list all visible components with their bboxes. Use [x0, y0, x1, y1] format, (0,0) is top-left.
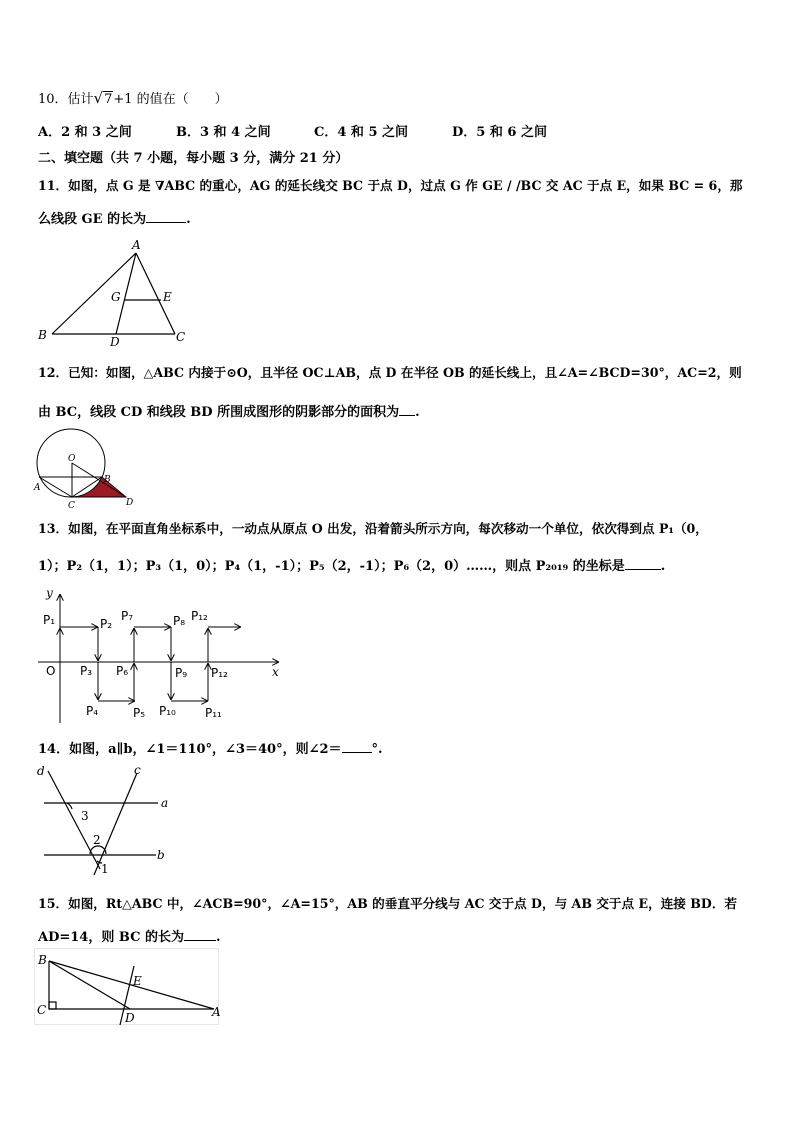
label-p11: P₁₁	[205, 706, 222, 720]
q15-line2-text: AD=14，则 BC 的长为	[38, 930, 184, 945]
q15-line1: 15．如图，Rt△ABC 中，∠ACB=90°，∠A=15°，AB 的垂直平分线与 AC 交于点 D，与 AB 交于点 E，连接 BD．若	[38, 896, 738, 911]
q11-figure	[30, 238, 200, 348]
label-a: A	[132, 238, 141, 252]
label-d: d	[37, 764, 45, 778]
q13-line1: 13．如图，在平面直角坐标系中，一动点从原点 O 出发，沿着箭头所示方向，每次移动一个单位，依次得到点 P₁（0，	[38, 521, 708, 536]
label-c: c	[134, 763, 141, 777]
label-a: A	[34, 483, 41, 493]
q13-line2-end: .	[660, 559, 666, 574]
label-p5: P₅	[133, 706, 146, 720]
label-p1: P₁	[43, 613, 56, 627]
q12-line2-end: .	[415, 405, 420, 420]
label-b: B	[104, 475, 111, 485]
label-p4: P₄	[86, 704, 99, 718]
q13-line2-text: 1）；P₂（1，1）；P₃（1，0）；P₄（1，-1）；P₅（2，-1）；P₆（2，0）……，则点 P₂₀₁₉ 的坐标是	[38, 559, 625, 574]
q11-line2-text: 么线段 GE 的长为	[38, 212, 147, 227]
q14-line1-text: 14．如图，a∥b，∠1＝110°，∠3＝40°，则∠2＝	[38, 742, 342, 757]
section-title: 二、填空题（共 7 小题，每小题 3 分，满分 21 分）	[38, 151, 349, 166]
label-e: E	[163, 290, 172, 304]
q12-figure	[34, 428, 144, 513]
q10-stem-prefix: 10．估计	[38, 92, 94, 107]
label-e: E	[133, 974, 142, 988]
q14-figure	[34, 763, 174, 883]
q12-line2-text: 由 BC，线段 CD 和线段 BD 所围成图形的阴影部分的面积为	[38, 405, 400, 420]
label-d: D	[110, 335, 120, 349]
label-d: D	[125, 1011, 135, 1025]
q10-option-c: C．4 和 5 之间	[314, 125, 409, 140]
label-o: O	[68, 454, 76, 464]
label-b: B	[38, 953, 47, 967]
label-3: 3	[81, 809, 89, 823]
label-c: C	[176, 330, 186, 344]
label-g: G	[111, 290, 121, 304]
label-b: B	[38, 328, 47, 342]
label-y: y	[46, 586, 53, 600]
q10-option-d: D．5 和 6 之间	[452, 125, 547, 140]
q12-line1: 12．已知：如图，△ABC 内接于⊙O，且半径 OC⊥AB，点 D 在半径 OB 的延长线上，且∠A=∠BCD=30°，AC=2，则	[38, 365, 742, 380]
label-x: x	[272, 665, 279, 679]
label-p12: P₁₂	[191, 609, 208, 623]
q10-option-a: A．2 和 3 之间	[38, 125, 132, 140]
q10-stem-suffix: +1 的值在（ ）	[113, 92, 228, 107]
label-c: C	[68, 501, 75, 511]
answer-blank	[399, 403, 415, 416]
label-2: 2	[93, 833, 101, 847]
label-d: D	[126, 498, 134, 508]
q12-line2	[38, 403, 420, 421]
q15-figure	[34, 948, 224, 1028]
q14-line1	[38, 740, 383, 758]
q11-line1: 11．如图，点 G 是 ∇ABC 的重心，AG 的延长线交 BC 于点 D，过点 G 作 GE / /BC 交 AC 于点 E，如果 BC = 6，那	[38, 178, 743, 193]
answer-blank	[625, 557, 661, 570]
label-p3: P₃	[80, 664, 93, 678]
q11-line2-end: .	[186, 212, 191, 227]
q13-figure	[38, 585, 288, 725]
q10-stem	[38, 90, 228, 108]
q13-line2	[38, 557, 665, 575]
label-p9: P₉	[175, 666, 188, 680]
label-1: 1	[101, 862, 109, 876]
label-p2: P₂	[100, 617, 113, 631]
label-p10: P₁₀	[159, 704, 176, 718]
q10-option-b: B．3 和 4 之间	[176, 125, 271, 140]
q10-radicand: 7	[104, 92, 113, 107]
line-d	[48, 771, 100, 869]
sqrt-symbol: √	[93, 89, 104, 107]
label-o: O	[46, 664, 56, 678]
answer-blank	[184, 928, 216, 941]
q15-line2	[38, 928, 221, 946]
label-a: a	[161, 796, 169, 810]
label-p6: P₆	[116, 664, 129, 678]
q11-line2	[38, 210, 191, 228]
label-a: A	[212, 1005, 221, 1019]
answer-blank	[146, 210, 186, 223]
label-c: C	[37, 1003, 47, 1017]
q15-line2-end: .	[215, 930, 221, 945]
answer-blank	[342, 740, 372, 753]
q14-line1-end: °.	[371, 742, 383, 757]
label-b: b	[157, 848, 165, 862]
line-c	[94, 773, 137, 875]
label-p12-axis: P₁₂	[211, 666, 228, 680]
label-p8: P₈	[173, 614, 186, 628]
label-p7: P₇	[121, 609, 134, 623]
